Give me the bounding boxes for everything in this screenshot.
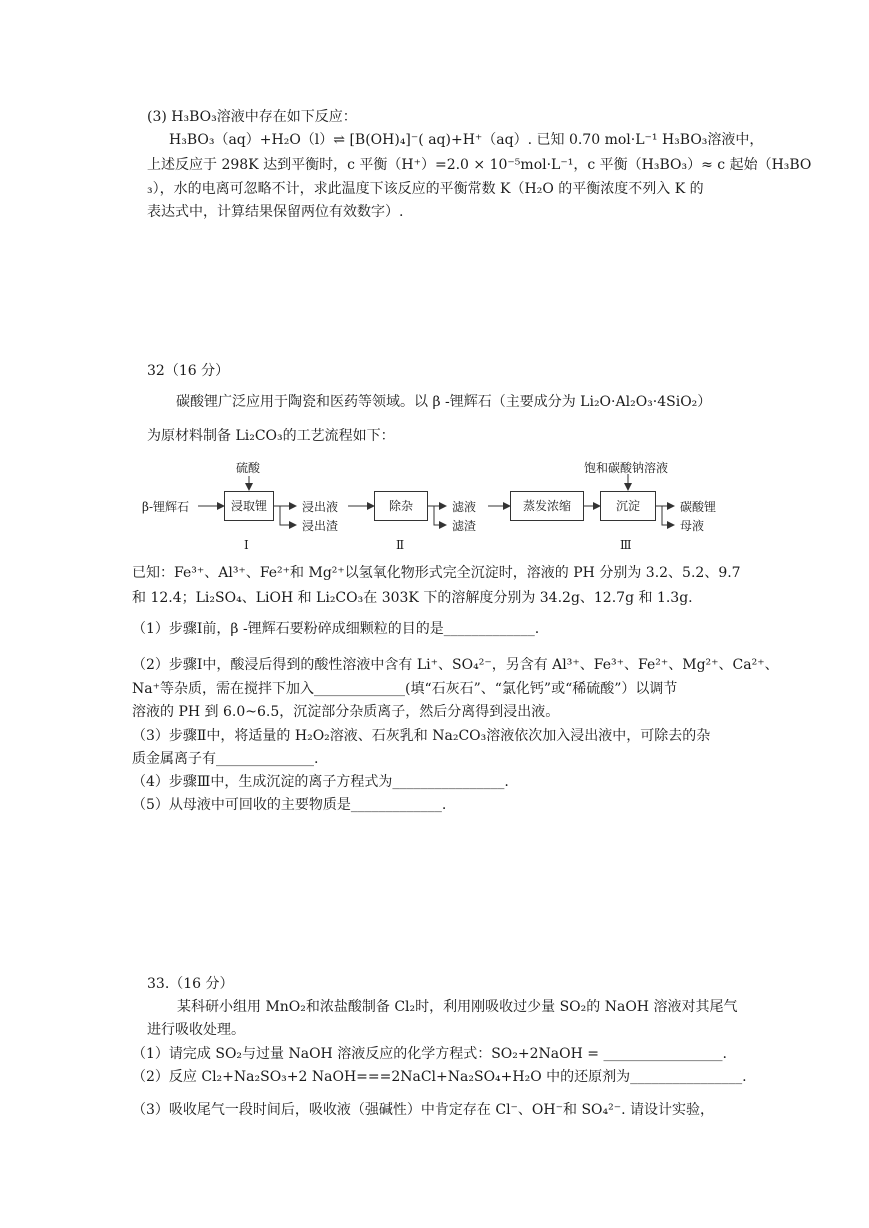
flow-box-purify: 除杂: [374, 491, 428, 521]
q3-title: (3) H₃BO₃溶液中存在如下反应：: [147, 109, 357, 125]
q3-line3: ₃），水的电离可忽略不计，求此温度下该反应的平衡常数 K（H₂O 的平衡浓度不列入 K 的: [147, 181, 704, 197]
q3-line2: 上述反应于 298K 达到平衡时，c 平衡（H⁺）=2.0 × 10⁻⁵mol·L⁻¹，c 平衡（H₃BO₃）≈ c 起始（H₃BO: [147, 157, 812, 173]
q32-sub3-line2: 质金属离子有______________.: [132, 751, 319, 767]
q33-intro1: 某科研小组用 MnO₂和浓盐酸制备 Cl₂时，利用刚吸收过少量 SO₂的 NaOH 溶液对其尾气: [177, 999, 738, 1015]
q3-line1: H₃BO₃（aq）+H₂O（l）⇌ [B(OH)₄]⁻( aq)+H⁺（aq）. 已知 0.70 mol·L⁻¹ H₃BO₃溶液中，: [169, 132, 764, 148]
q32-sub2-line1: （2）步骤Ⅰ中，酸浸后得到的酸性溶液中含有 Li⁺、SO₄²⁻，另含有 Al³⁺、Fe³⁺、Fe²⁺、Mg²⁺、Ca²⁺、: [132, 657, 779, 673]
flow-leachate-label: 浸出液: [302, 500, 339, 514]
q32-sub2-line2: Na⁺等杂质，需在搅拌下加入_____________(填“石灰石”、“氯化钙”或“稀硫酸”）以调节: [132, 681, 678, 697]
q32-known1: 已知：Fe³⁺、Al³⁺、Fe²⁺和 Mg²⁺以氢氧化物形式完全沉淀时，溶液的 PH 分别为 3.2、5.2、9.7: [132, 565, 741, 581]
q33-intro2: 进行吸收处理。: [147, 1022, 245, 1038]
flow-residue-label: 浸出渣: [302, 519, 339, 533]
flow-step-2: Ⅱ: [396, 538, 405, 552]
q32-sub3-line1: （3）步骤Ⅱ中，将适量的 H₂O₂溶液、石灰乳和 Na₂CO₃溶液依次加入浸出液中，可除去的杂: [132, 728, 711, 744]
flow-step-3: Ⅲ: [620, 538, 632, 552]
q32-sub5: （5）从母液中可回收的主要物质是_____________.: [132, 797, 447, 813]
q33-sub1: （1）请完成 SO₂与过量 NaOH 溶液反应的化学方程式：SO₂+2NaOH = _________________.: [132, 1046, 727, 1062]
q33-header: 33.（16 分）: [147, 976, 234, 992]
q32-intro1: 碳酸锂广泛应用于陶瓷和医药等领域。以 β -锂辉石（主要成分为 Li₂O·Al₂O₃·4SiO₂）: [176, 394, 712, 410]
flow-start-label: β-锂辉石: [142, 500, 189, 514]
q33-sub3: （3）吸收尾气一段时间后，吸收液（强碱性）中肯定存在 Cl⁻、OH⁻和 SO₄²⁻. 请设计实验，: [132, 1102, 715, 1118]
flow-mother-liquor-label: 母液: [680, 519, 705, 533]
q32-sub1: （1）步骤Ⅰ前，β -锂辉石要粉碎成细颗粒的目的是_____________.: [132, 621, 540, 637]
flow-step-1: Ⅰ: [244, 538, 249, 552]
q32-header: 32（16 分）: [147, 363, 230, 379]
q32-intro2: 为原材料制备 Li₂CO₃的工艺流程如下：: [147, 428, 395, 444]
flow-product-label: 碳酸锂: [680, 500, 717, 514]
flow-box-leach: 浸取锂: [224, 491, 274, 521]
flow-filter-residue-label: 滤渣: [452, 519, 477, 533]
q32-sub2-line3: 溶液的 PH 到 6.0~6.5，沉淀部分杂质离子，然后分离得到浸出液。: [132, 704, 560, 720]
q32-sub4: （4）步骤Ⅲ中，生成沉淀的离子方程式为________________.: [132, 774, 509, 790]
flow-box-evaporate: 蒸发浓缩: [510, 491, 584, 521]
q33-sub2: （2）反应 Cl₂+Na₂SO₃+2 NaOH===2NaCl+Na₂SO₄+H₂O 中的还原剂为________________.: [132, 1069, 747, 1085]
flow-acid-label: 硫酸: [236, 461, 261, 475]
q32-known2: 和 12.4；Li₂SO₄、LiOH 和 Li₂CO₃在 303K 下的溶解度分别为 34.2g、12.7g 和 1.3g.: [132, 590, 693, 606]
flow-filtrate-label: 滤液: [452, 500, 477, 514]
q3-line4: 表达式中，计算结果保留两位有效数字）.: [147, 204, 404, 220]
flow-box-precipitate: 沉淀: [600, 491, 656, 521]
flow-reagent-label: 饱和碳酸钠溶液: [584, 461, 669, 475]
